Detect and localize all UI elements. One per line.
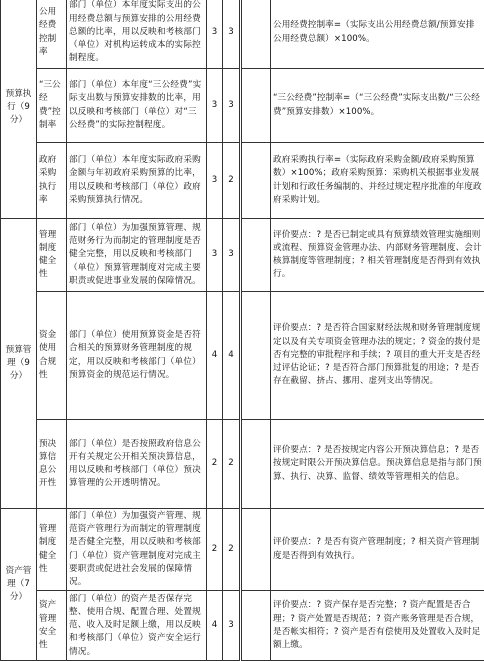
indicator-cell: 管理制度健全性 (37, 219, 67, 292)
formula-cell: 评价要点：? 是否按规定内容公开预决算信息；? 是否按规定时限公开预决算信息。预决算信息是指与部门预算、执行、决算、监督、绩效等管理相关的信息。 (271, 420, 484, 509)
weight-cell: 4 (207, 591, 223, 661)
score-cell: 3 (223, 219, 241, 292)
formula-cell: 政府采购执行率=（实际政府采购金额/政府采购预算数）×100%；政府采购预算：采购机关根据事业发展计划和行政任务编制的、并经过规定程序批准的年度政府采购计划。 (271, 143, 484, 219)
blank-cell (241, 420, 271, 509)
definition-cell: 部门（单位）为加强预算管理、规范财务行为而制定的管理制度是否健全完整，用以反映和考核部门（单位）预算管理制度对完成主要职责或促进事业发展的保障情况。 (67, 219, 207, 292)
formula-cell: 评价要点：? 是否已制定或具有预算绩效管理实施细则或流程、预算资金管理办法、内部财务管理制度、会计核算制度等管理制度；? 相关管理制度是否得到有效执行。 (271, 219, 484, 292)
table-row (1, 0, 484, 69)
indicator-cell: 政府采购执行率 (37, 143, 67, 219)
score-cell: 4 (223, 292, 241, 420)
score-cell: 2 (223, 420, 241, 509)
blank-cell (241, 292, 271, 420)
table-row (1, 591, 484, 661)
definition-cell: 部门（单位）是否按照政府信息公开有关规定公开相关预决算信息，用以反映和考核部门（单位）预决算管理的公开透明情况。 (67, 420, 207, 509)
table-row (1, 420, 484, 509)
weight-cell: 2 (207, 420, 223, 509)
blank-cell (241, 143, 271, 219)
definition-cell: 部门（单位）的资产是否保存完整、使用合规、配置合理、处置规范、收入及时足额上缴，用以反映和考核部门（单位）资产安全运行情况。 (67, 591, 207, 661)
weight-cell: 2 (207, 509, 223, 591)
definition-cell: 部门（单位）为加强资产管理、规范资产管理行为而制定的管理制度是否健全完整，用以反映和考核部门（单位）资产管理制度对完成主要职责或促进社会发展的保障情况。 (67, 509, 207, 591)
formula-cell: 评价要点：? 是否符合国家财经法规和财务管理制度规定以及有关专项资金管理办法的规定；? 资金的拨付是否有完整的审批程序和手续；? 项目的重大开支是否经过评估论证；? 是否符合部门预算批复的用途；? 是否存在截留、挤占、挪用、虚列支出等情况。 (271, 292, 484, 420)
category-cell: 预算管理（9分） (1, 219, 37, 509)
weight-cell: 3 (207, 69, 223, 143)
indicator-cell: 预决算信息公开性 (37, 420, 67, 509)
indicator-cell: 资产管理安全性 (37, 591, 67, 661)
score-cell: 2 (223, 509, 241, 591)
indicator-cell: 管理制度健全性 (37, 509, 67, 591)
category-cell: 资产管理（7分） (1, 509, 37, 661)
definition-cell: 部门（单位）使用预算资金是否符合相关的预算财务管理制度的规定，用以反映和考核部门（单位）预算资金的规范运行情况。 (67, 292, 207, 420)
category-cell: 预算执行（9分） (1, 0, 37, 219)
weight-cell: 3 (207, 219, 223, 292)
blank-cell (241, 219, 271, 292)
formula-cell: 评价要点：? 是否有资产管理制度；? 相关资产管理制度是否得到有效执行。 (271, 509, 484, 591)
definition-cell: 部门（单位）本年度“三公经费”实际支出数与预算安排数的比率，用以反映和考核部门（单位）对“三公经费”的实际控制程度。 (67, 69, 207, 143)
blank-cell (241, 591, 271, 661)
blank-cell (241, 69, 271, 143)
indicator-cell: 公用经费控制率 (37, 0, 67, 69)
table-row (1, 69, 484, 143)
blank-cell (241, 509, 271, 591)
table-row (1, 143, 484, 219)
weight-cell: 4 (207, 292, 223, 420)
table-row (1, 219, 484, 292)
formula-cell: “三公经费”控制率=（“三公经费”实际支出数/“三公经费”预算安排数）×100%。 (271, 69, 484, 143)
weight-cell: 3 (207, 143, 223, 219)
definition-cell: 部门（单位）本年度实际政府采购金额与年初政府采购预算的比率，用以反映和考核部门（单位）政府采购预算执行情况。 (67, 143, 207, 219)
definition-cell: 部门（单位）本年度实际支出的公用经费总额与预算安排的公用经费总额的比率，用以反映和考核部门（单位）对机构运转成本的实际控制程度。 (67, 0, 207, 69)
table-row (1, 509, 484, 591)
weight-cell: 3 (207, 0, 223, 69)
score-cell: 3 (223, 0, 241, 69)
table-row (1, 292, 484, 420)
score-cell: 3 (223, 591, 241, 661)
formula-cell: 评价要点：? 资产保存是否完整；? 资产配置是否合理；? 资产处置是否规范；? 资产账务管理是否合规，是否帐实相符；? 资产是否有偿使用及处置收入及时足额上缴。 (271, 591, 484, 661)
score-cell: 3 (223, 69, 241, 143)
score-cell: 2 (223, 143, 241, 219)
indicator-cell: “三公经费”控制率 (37, 69, 67, 143)
indicator-cell: 资金使用合规性 (37, 292, 67, 420)
formula-cell: 公用经费控制率=（实际支出公用经费总额/预算安排公用经费总额）×100%。 (271, 0, 484, 69)
blank-cell (241, 0, 271, 69)
